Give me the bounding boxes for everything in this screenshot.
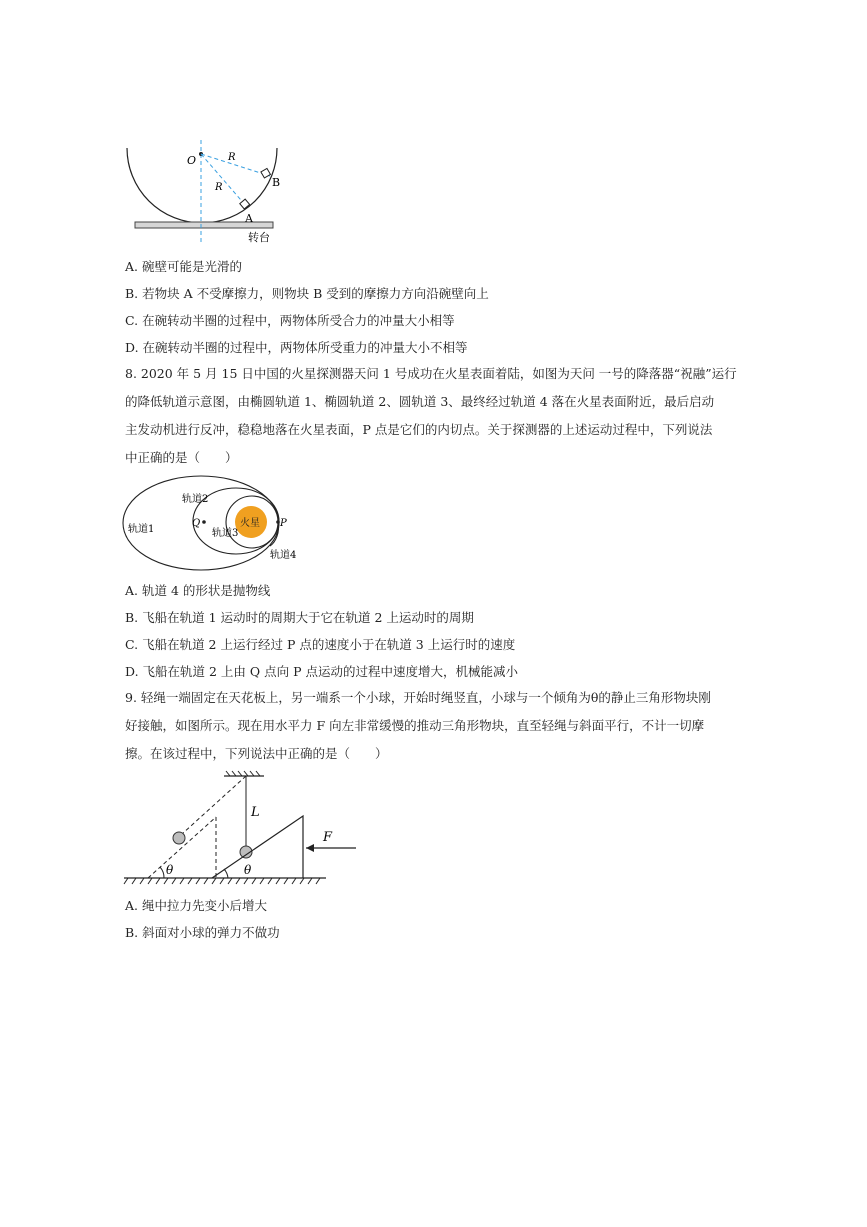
label-turntable: 转台 (248, 231, 270, 244)
q7-option-a: A. 碗壁可能是光滑的 (125, 259, 242, 274)
label-theta-1: θ (166, 863, 174, 877)
ball-final (173, 832, 185, 844)
angle-arc-1 (160, 867, 164, 878)
label-l: L (251, 805, 260, 820)
label-f: F (323, 830, 333, 845)
bowl-figure (120, 140, 290, 250)
q9-line-2: 好接触，如图所示。现在用水平力 F 向左非常缓慢的推动三角形物块，直至轻绳与斜面平行，不计一切摩 (125, 718, 705, 733)
block-b (261, 168, 271, 178)
label-orbit-4: 轨道4 (270, 550, 297, 561)
wedge-final-slope (148, 817, 216, 878)
wedge-figure (120, 768, 360, 890)
q8-option-a: A. 轨道 4 的形状是抛物线 (125, 583, 271, 598)
q8-line-1: 8. 2020 年 5 月 15 日中国的火星探测器天问 1 号成功在火星表面着陆，如图为天问 一号的降落器“祝融”运行 (125, 366, 737, 381)
q8-option-c: C. 飞船在轨道 2 上运行经过 P 点的速度小于在轨道 3 上运行时的速度 (125, 637, 516, 652)
label-theta-2: θ (244, 863, 252, 877)
orbit-figure (120, 470, 297, 576)
bowl-arc (127, 148, 277, 223)
q8-stem (125, 360, 737, 472)
q7-option-b: B. 若物块 A 不受摩擦力，则物块 B 受到的摩擦力方向沿碗壁向上 (125, 286, 489, 301)
ceiling-hatch (226, 771, 260, 776)
label-r2: R (215, 182, 223, 193)
mars-label: 火星 (240, 518, 260, 529)
label-orbit-2: 轨道2 (182, 494, 209, 505)
q7-option-c: C. 在碗转动半圈的过程中，两物体所受合力的冲量大小相等 (125, 313, 455, 328)
label-r1: R (228, 152, 236, 163)
wedge (212, 816, 303, 878)
q8-line-2: 的降低轨道示意图，由椭圆轨道 1、椭圆轨道 2、圆轨道 3、最终经过轨道 4 落在火星表面附近，最后启动 (125, 394, 715, 409)
q7-option-d: D. 在碗转动半圈的过程中，两物体所受重力的冲量大小不相等 (125, 340, 468, 355)
ground-hatch (124, 878, 320, 884)
point-q (202, 520, 206, 524)
q8-line-4: 中正确的是（ ） (125, 450, 238, 465)
rope-final-dashed (182, 776, 246, 834)
label-a: A (245, 212, 253, 225)
label-p: P (280, 518, 287, 529)
q8-option-b: B. 飞船在轨道 1 运动时的周期大于它在轨道 2 上运动时的周期 (125, 610, 474, 625)
label-orbit-1: 轨道1 (128, 524, 155, 535)
q8-line-3: 主发动机进行反冲，稳稳地落在火星表面，P 点是它们的内切点。关于探测器的上述运动过程中，下列说法 (125, 422, 713, 437)
q9-stem (125, 684, 715, 768)
q9-option-b: B. 斜面对小球的弹力不做功 (125, 925, 280, 940)
radius-a (201, 154, 247, 207)
label-q: Q (192, 518, 201, 529)
angle-arc-2 (224, 869, 228, 878)
q8-option-d: D. 飞船在轨道 2 上由 Q 点向 P 点运动的过程中速度增大，机械能减小 (125, 664, 518, 679)
q9-option-a: A. 绳中拉力先变小后增大 (125, 898, 267, 913)
label-o: O (187, 154, 197, 167)
q9-line-1: 9. 轻绳一端固定在天花板上，另一端系一个小球，开始时绳竖直，小球与一个倾角为θ的静止三角形物块刚 (125, 690, 711, 705)
label-orbit-3: 轨道3 (212, 528, 239, 539)
q9-line-3: 擦。在该过程中，下列说法中正确的是（ ） (125, 746, 388, 761)
label-b: B (272, 176, 281, 189)
force-arrowhead (306, 844, 314, 852)
